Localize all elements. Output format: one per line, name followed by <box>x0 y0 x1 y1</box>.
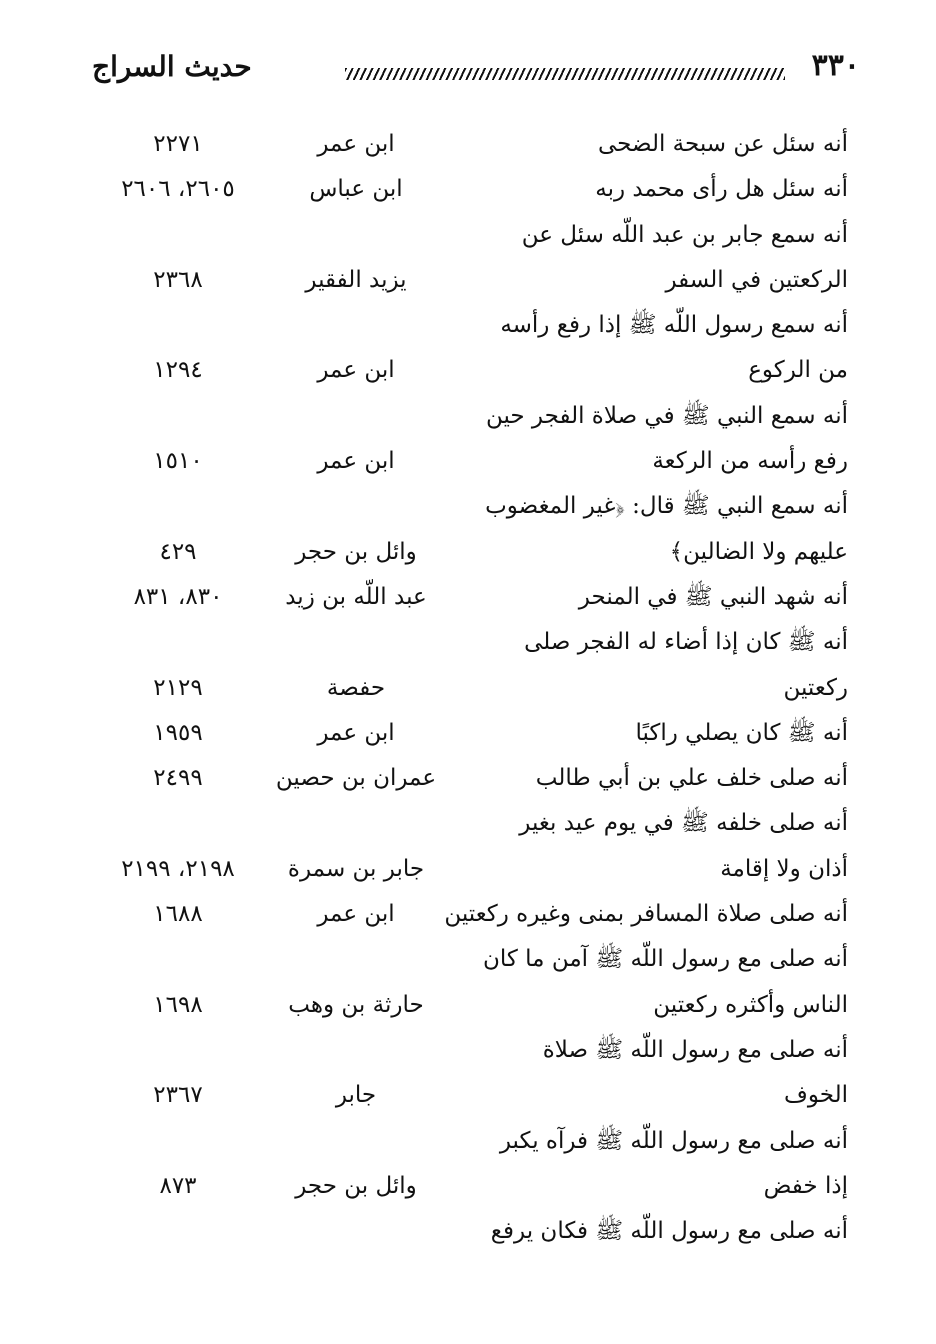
index-entry <box>88 1209 848 1254</box>
hadith-text: أنه ﷺ كان يصلي راكبًا <box>635 719 848 746</box>
narrator-name: ابن عمر <box>317 719 395 746</box>
index-entry <box>88 484 848 575</box>
entry-line <box>88 303 848 348</box>
entry-line <box>88 122 848 167</box>
hadith-numbers: ٢٣٦٧ <box>153 1082 203 1109</box>
hadith-numbers: ١٦٨٨ <box>153 901 203 928</box>
hadith-text: أنه سئل عن سبحة الضحى <box>598 131 848 157</box>
page-number: ٣٣٠ <box>811 48 860 83</box>
hadith-text: أذان ولا إقامة <box>720 855 848 882</box>
hadith-text: أنه سمع النبي ﷺ قال: ﴿غير المغضوب <box>485 493 848 520</box>
index-entry <box>88 122 848 167</box>
header-rule <box>345 68 785 80</box>
entry-line <box>88 620 848 665</box>
narrator-name: ابن عمر <box>317 901 395 928</box>
index-entry <box>88 892 848 937</box>
hadith-text: أنه صلى مع رسول اللّه ﷺ فكان يرفع <box>490 1218 848 1245</box>
entry-line <box>88 484 848 529</box>
entry-line <box>88 801 848 846</box>
entry-line <box>88 394 848 439</box>
entry-line <box>88 937 848 982</box>
hadith-text: من الركوع <box>748 357 848 384</box>
entry-line <box>88 847 848 892</box>
hadith-numbers: ١٦٩٨ <box>153 991 203 1018</box>
narrator-name: عبد اللّه بن زيد <box>285 583 427 610</box>
book-title: حديث السراج <box>92 50 252 83</box>
entry-line <box>88 666 848 711</box>
entry-line <box>88 1028 848 1073</box>
hadith-text: أنه سئل هل رأى محمد ربه <box>595 176 848 203</box>
hadith-text: إذا خفض <box>763 1172 848 1199</box>
entry-line <box>88 983 848 1028</box>
hadith-text: أنه صلى مع رسول اللّه ﷺ آمن ما كان <box>483 946 848 973</box>
index-entry <box>88 711 848 756</box>
hadith-numbers: ٢٢٧١ <box>153 131 203 157</box>
hadith-numbers: ١٢٩٤ <box>153 357 203 384</box>
page-header <box>70 40 860 100</box>
hadith-text: أنه سمع النبي ﷺ في صلاة الفجر حين <box>485 402 848 429</box>
narrator-name: ابن عباس <box>309 176 403 203</box>
hadith-numbers: ٨٣٠، ٨٣١ <box>133 583 223 610</box>
entry-line <box>88 530 848 575</box>
index-entry <box>88 1028 848 1119</box>
hadith-text: أنه صلى خلفه ﷺ في يوم عيد بغير <box>519 810 848 837</box>
index-entry <box>88 620 848 711</box>
narrator-name: يزيد الفقير <box>305 266 407 293</box>
narrator-name: وائل بن حجر <box>295 1172 417 1199</box>
entry-line <box>88 711 848 756</box>
entry-line <box>88 439 848 484</box>
index-list <box>88 122 848 1254</box>
index-entry <box>88 394 848 485</box>
hadith-numbers: ٢٣٦٨ <box>153 266 203 293</box>
narrator-name: وائل بن حجر <box>295 538 417 565</box>
hadith-text: أنه صلى مع رسول اللّه ﷺ صلاة <box>542 1036 848 1063</box>
index-entry <box>88 213 848 304</box>
index-entry <box>88 1119 848 1210</box>
hadith-text: عليهم ولا الضالين﴾ <box>669 538 848 565</box>
narrator-name: ابن عمر <box>317 357 395 384</box>
hadith-numbers: ٢٦٠٥، ٢٦٠٦ <box>121 176 235 203</box>
entry-line <box>88 756 848 801</box>
narrator-name: عمران بن حصين <box>275 765 437 792</box>
hadith-numbers: ٢١٩٨، ٢١٩٩ <box>121 855 235 882</box>
entry-line <box>88 1209 848 1254</box>
index-entry <box>88 801 848 892</box>
hadith-text: أنه شهد النبي ﷺ في المنحر <box>578 583 848 610</box>
hadith-text: أنه سمع رسول اللّه ﷺ إذا رفع رأسه <box>500 312 848 339</box>
hadith-numbers: ٢١٢٩ <box>153 674 203 701</box>
entry-line <box>88 892 848 937</box>
hadith-numbers: ٤٢٩ <box>159 538 197 565</box>
hadith-numbers: ١٩٥٩ <box>153 719 203 746</box>
index-entry <box>88 303 848 394</box>
hadith-numbers: ١٥١٠ <box>153 448 203 475</box>
hadith-text: الركعتين في السفر <box>665 266 848 293</box>
entry-line <box>88 1073 848 1118</box>
hadith-text: الخوف <box>784 1082 848 1109</box>
hadith-numbers: ٢٤٩٩ <box>153 765 203 792</box>
entry-line <box>88 213 848 258</box>
entry-line <box>88 348 848 393</box>
hadith-text: الناس وأكثره ركعتين <box>653 991 848 1018</box>
hadith-text: أنه صلى مع رسول اللّه ﷺ فرآه يكبر <box>499 1127 848 1154</box>
hadith-numbers: ٨٧٣ <box>159 1172 197 1199</box>
entry-line <box>88 1164 848 1209</box>
narrator-name: جابر بن سمرة <box>287 855 425 882</box>
narrator-name: ابن عمر <box>317 448 395 475</box>
entry-line <box>88 167 848 212</box>
narrator-name: حارثة بن وهب <box>288 991 424 1018</box>
index-entry <box>88 937 848 1028</box>
hadith-text: أنه سمع جابر بن عبد اللّه سئل عن <box>521 221 848 248</box>
narrator-name: ابن عمر <box>317 131 395 157</box>
entry-line <box>88 575 848 620</box>
narrator-name: حفصة <box>326 674 386 701</box>
entry-line <box>88 258 848 303</box>
hadith-text: رفع رأسه من الركعة <box>652 448 848 475</box>
index-entry <box>88 756 848 801</box>
hadith-text: أنه صلى صلاة المسافر بمنى وغيره ركعتين <box>444 901 848 928</box>
narrator-name: جابر <box>335 1082 377 1109</box>
hadith-text: أنه ﷺ كان إذا أضاء له الفجر صلى <box>524 629 848 656</box>
index-entry <box>88 167 848 212</box>
index-entry <box>88 575 848 620</box>
hadith-text: أنه صلى خلف علي بن أبي طالب <box>535 765 848 792</box>
entry-line <box>88 1119 848 1164</box>
hadith-text: ركعتين <box>783 674 848 701</box>
